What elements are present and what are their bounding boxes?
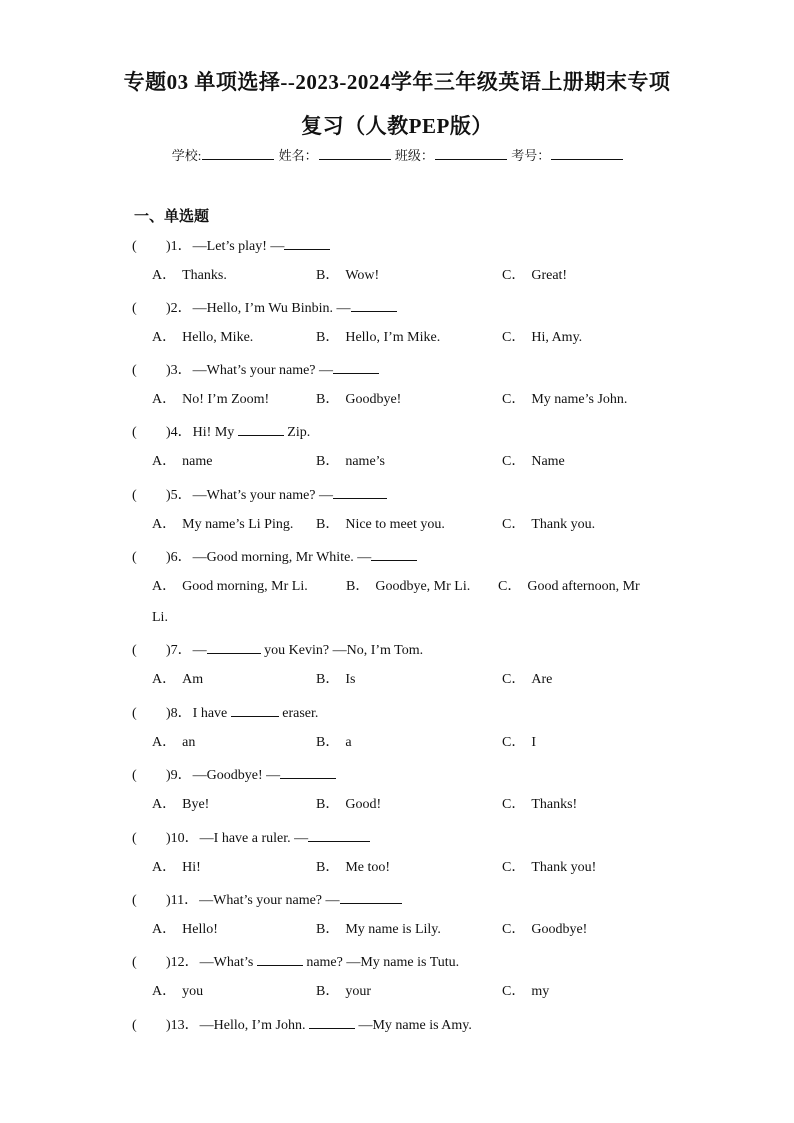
option-b[interactable] bbox=[316, 734, 352, 752]
name-field[interactable] bbox=[319, 147, 391, 160]
option-c[interactable] bbox=[502, 453, 565, 471]
number-label: 考号： bbox=[511, 148, 551, 163]
question-stem-tail: you Kevin? —No, I’m Tom. bbox=[260, 643, 424, 658]
option-key: B． bbox=[346, 579, 370, 594]
question-number: )4． bbox=[166, 425, 192, 440]
option-text: Is bbox=[345, 672, 356, 687]
option-b[interactable] bbox=[316, 796, 381, 814]
option-text: Good! bbox=[345, 797, 382, 812]
option-b[interactable] bbox=[316, 671, 355, 689]
school-field[interactable] bbox=[202, 147, 274, 160]
class-field[interactable] bbox=[435, 147, 507, 160]
option-key: B． bbox=[316, 517, 340, 532]
number-field[interactable] bbox=[551, 147, 623, 160]
option-c[interactable] bbox=[502, 921, 587, 939]
answer-bracket[interactable]: ( bbox=[132, 706, 137, 721]
option-a[interactable] bbox=[152, 921, 218, 939]
question-stem-tail: —My name is Amy. bbox=[354, 1018, 472, 1033]
option-key: B． bbox=[316, 984, 340, 999]
option-c[interactable] bbox=[502, 859, 596, 877]
answer-bracket[interactable]: ( bbox=[132, 363, 137, 378]
option-text: Great! bbox=[531, 268, 568, 283]
question-number: )8． bbox=[166, 706, 192, 721]
question-6 bbox=[132, 547, 417, 567]
option-key: A． bbox=[152, 392, 177, 407]
option-key: B． bbox=[316, 735, 340, 750]
option-c[interactable] bbox=[502, 267, 567, 285]
option-b[interactable] bbox=[316, 921, 441, 939]
option-key: B． bbox=[316, 860, 340, 875]
question-stem: —Hello, I’m Wu Binbin. — bbox=[192, 301, 351, 316]
option-text: My name’s Li Ping. bbox=[182, 517, 294, 532]
option-key: C． bbox=[502, 268, 526, 283]
option-key: B． bbox=[316, 672, 340, 687]
class-label: 班级： bbox=[394, 148, 434, 163]
option-text: Good morning, Mr Li. bbox=[182, 579, 308, 594]
school-label: 学校: bbox=[171, 148, 202, 163]
question-number: )9． bbox=[166, 768, 192, 783]
section-heading: 一、单选题 bbox=[134, 209, 210, 225]
option-key: C． bbox=[502, 330, 526, 345]
question-2 bbox=[132, 298, 397, 318]
option-c[interactable] bbox=[498, 578, 640, 596]
option-key: A． bbox=[152, 860, 177, 875]
answer-bracket[interactable]: ( bbox=[132, 488, 137, 503]
option-key: C． bbox=[502, 672, 526, 687]
option-key: C． bbox=[502, 392, 526, 407]
question-7 bbox=[132, 640, 423, 660]
option-b[interactable] bbox=[316, 859, 390, 877]
option-key: C． bbox=[502, 797, 526, 812]
option-b[interactable] bbox=[346, 578, 470, 596]
option-text: No! I’m Zoom! bbox=[182, 392, 270, 407]
question-stem: I have bbox=[192, 706, 231, 721]
answer-bracket[interactable]: ( bbox=[132, 301, 137, 316]
answer-bracket[interactable]: ( bbox=[132, 643, 137, 658]
option-text: Thanks. bbox=[182, 268, 227, 283]
option-c[interactable] bbox=[502, 516, 595, 534]
option-a[interactable] bbox=[152, 453, 212, 471]
option-text: a bbox=[345, 735, 352, 750]
option-key: A． bbox=[152, 984, 177, 999]
option-text: Goodbye! bbox=[531, 922, 588, 937]
option-text: My name’s John. bbox=[531, 392, 628, 407]
answer-blank[interactable] bbox=[257, 952, 303, 966]
question-9 bbox=[132, 765, 336, 785]
option-text: Thank you. bbox=[531, 517, 596, 532]
question-number: )11． bbox=[166, 893, 199, 908]
option-a[interactable] bbox=[152, 734, 195, 752]
option-b[interactable] bbox=[316, 983, 371, 1001]
option-a[interactable] bbox=[152, 267, 227, 285]
option-text: Thank you! bbox=[531, 860, 597, 875]
name-label: 姓名： bbox=[278, 148, 318, 163]
option-key: A． bbox=[152, 517, 177, 532]
question-stem: —Let’s play! — bbox=[192, 239, 285, 254]
option-key: C． bbox=[502, 454, 526, 469]
option-key: A． bbox=[152, 735, 177, 750]
answer-blank[interactable] bbox=[280, 765, 336, 779]
option-c[interactable] bbox=[502, 329, 582, 347]
question-number: )1． bbox=[166, 239, 192, 254]
option-text: Hi! bbox=[182, 860, 201, 875]
question-11 bbox=[132, 890, 402, 910]
answer-bracket[interactable]: ( bbox=[132, 1018, 137, 1033]
option-text: Hi, Amy. bbox=[531, 330, 583, 345]
option-text: Name bbox=[531, 454, 565, 469]
question-stem: —What’s your name? — bbox=[199, 893, 340, 908]
question-stem-tail: Zip. bbox=[283, 425, 311, 440]
option-text: name bbox=[182, 454, 213, 469]
option-text: Thanks! bbox=[531, 797, 578, 812]
option-key: C． bbox=[502, 984, 526, 999]
option-b[interactable] bbox=[316, 267, 379, 285]
option-c-wrap: Li. bbox=[152, 610, 168, 625]
option-text: I bbox=[531, 735, 537, 750]
option-key: B． bbox=[316, 454, 340, 469]
student-info-row bbox=[0, 145, 794, 164]
option-text: Wow! bbox=[345, 268, 380, 283]
option-a[interactable] bbox=[152, 796, 209, 814]
question-number: )2． bbox=[166, 301, 192, 316]
option-key: A． bbox=[152, 922, 177, 937]
question-number: )13． bbox=[166, 1018, 199, 1033]
option-a[interactable] bbox=[152, 671, 203, 689]
answer-bracket[interactable]: ( bbox=[132, 893, 137, 908]
option-b[interactable] bbox=[316, 391, 401, 409]
answer-bracket[interactable]: ( bbox=[132, 550, 137, 565]
option-key: A． bbox=[152, 672, 177, 687]
option-text: Good afternoon, Mr bbox=[527, 579, 640, 594]
option-text: you bbox=[182, 984, 204, 999]
question-3 bbox=[132, 360, 379, 380]
page-title-line2: 复习（人教PEP版） bbox=[301, 114, 493, 138]
option-text: Nice to meet you. bbox=[345, 517, 445, 532]
answer-blank[interactable] bbox=[340, 890, 402, 904]
option-text: your bbox=[345, 984, 372, 999]
answer-blank[interactable] bbox=[309, 1015, 355, 1029]
option-a[interactable] bbox=[152, 329, 253, 347]
question-1 bbox=[132, 236, 330, 256]
option-text: Bye! bbox=[182, 797, 210, 812]
option-text: Am bbox=[182, 672, 204, 687]
option-c[interactable] bbox=[502, 391, 627, 409]
question-number: )6． bbox=[166, 550, 192, 565]
option-key: C． bbox=[502, 517, 526, 532]
answer-bracket[interactable]: ( bbox=[132, 768, 137, 783]
option-key: A． bbox=[152, 797, 177, 812]
option-key: B． bbox=[316, 797, 340, 812]
answer-blank[interactable] bbox=[231, 703, 279, 717]
option-text: Hello, I’m Mike. bbox=[345, 330, 441, 345]
question-10 bbox=[132, 828, 370, 848]
answer-blank[interactable] bbox=[284, 236, 330, 250]
question-number: )5． bbox=[166, 488, 192, 503]
answer-bracket[interactable]: ( bbox=[132, 425, 137, 440]
answer-bracket[interactable]: ( bbox=[132, 831, 137, 846]
option-text: an bbox=[182, 735, 196, 750]
answer-blank[interactable] bbox=[333, 360, 379, 374]
option-a[interactable] bbox=[152, 578, 308, 596]
option-text: Hello! bbox=[182, 922, 218, 937]
question-5 bbox=[132, 485, 387, 505]
answer-bracket[interactable]: ( bbox=[132, 239, 137, 254]
option-key: B． bbox=[316, 268, 340, 283]
question-number: )3． bbox=[166, 363, 192, 378]
option-text: my bbox=[531, 984, 550, 999]
option-b[interactable] bbox=[316, 453, 385, 471]
option-key: C． bbox=[502, 860, 526, 875]
option-key: A． bbox=[152, 268, 177, 283]
question-number: )12． bbox=[166, 955, 199, 970]
question-stem: Hi! My bbox=[192, 425, 238, 440]
option-key: C． bbox=[502, 922, 526, 937]
answer-blank[interactable] bbox=[308, 828, 370, 842]
question-12 bbox=[132, 952, 459, 972]
option-key: A． bbox=[152, 579, 177, 594]
question-stem-tail: name? —My name is Tutu. bbox=[302, 955, 460, 970]
page-title: 专题03 单项选择--2023-2024学年三年级英语上册期末专项 bbox=[123, 70, 671, 94]
option-key: B． bbox=[316, 392, 340, 407]
question-stem: —I have a ruler. — bbox=[199, 831, 309, 846]
question-stem: —Goodbye! — bbox=[192, 768, 281, 783]
option-text: My name is Lily. bbox=[345, 922, 441, 937]
option-key: C． bbox=[502, 735, 526, 750]
option-b[interactable] bbox=[316, 516, 445, 534]
option-a[interactable] bbox=[152, 391, 269, 409]
option-text: Me too! bbox=[345, 860, 391, 875]
option-a[interactable] bbox=[152, 983, 203, 1001]
option-c[interactable] bbox=[502, 734, 536, 752]
answer-blank[interactable] bbox=[371, 547, 417, 561]
option-text: Goodbye, Mr Li. bbox=[375, 579, 471, 594]
option-text: Are bbox=[531, 672, 553, 687]
question-stem: —Hello, I’m John. bbox=[199, 1018, 309, 1033]
question-number: )10． bbox=[166, 831, 199, 846]
question-number: )7． bbox=[166, 643, 192, 658]
answer-blank[interactable] bbox=[333, 485, 387, 499]
answer-blank[interactable] bbox=[351, 298, 397, 312]
question-8 bbox=[132, 703, 318, 723]
question-stem: —What’s bbox=[199, 955, 257, 970]
question-stem-tail: eraser. bbox=[278, 706, 319, 721]
option-a[interactable] bbox=[152, 859, 201, 877]
option-c[interactable] bbox=[502, 671, 552, 689]
option-key: A． bbox=[152, 454, 177, 469]
option-text: name’s bbox=[345, 454, 385, 469]
answer-blank[interactable] bbox=[238, 422, 284, 436]
question-stem: —What’s your name? — bbox=[192, 488, 334, 503]
option-key: A． bbox=[152, 330, 177, 345]
option-c[interactable] bbox=[502, 983, 549, 1001]
answer-blank[interactable] bbox=[207, 640, 261, 654]
question-stem: —Good morning, Mr White. — bbox=[192, 550, 372, 565]
option-a[interactable] bbox=[152, 516, 293, 534]
question-stem: — bbox=[192, 643, 207, 658]
option-text: Hello, Mike. bbox=[182, 330, 254, 345]
question-stem: —What’s your name? — bbox=[192, 363, 334, 378]
option-b[interactable] bbox=[316, 329, 440, 347]
option-key: C． bbox=[498, 579, 522, 594]
answer-bracket[interactable]: ( bbox=[132, 955, 137, 970]
option-key: B． bbox=[316, 330, 340, 345]
option-text: Goodbye! bbox=[345, 392, 402, 407]
option-key: B． bbox=[316, 922, 340, 937]
option-c[interactable] bbox=[502, 796, 577, 814]
question-4 bbox=[132, 422, 310, 442]
question-13 bbox=[132, 1015, 472, 1035]
